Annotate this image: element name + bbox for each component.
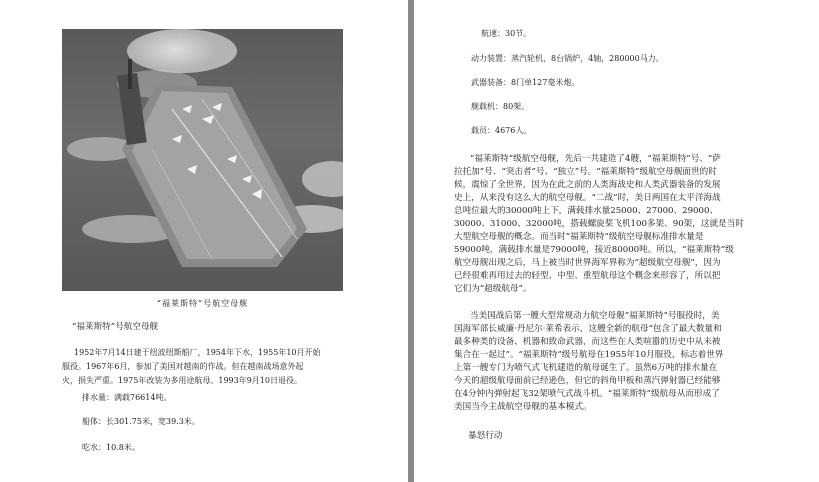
spec-armament: 武器装备：8门单127毫米炮。 — [471, 78, 580, 87]
carrier-photo — [62, 29, 343, 291]
spec-hull: 船体：长301.75米，宽39.3米。 — [82, 417, 200, 426]
class-line: 航空母舰出现之后，马上被当时世界海军界称为“超级航空母舰”，因为 — [454, 258, 721, 268]
spec-propulsion: 动力装置：蒸汽轮机，8台锅炉，4轴，280000马力。 — [471, 54, 664, 63]
class-line: 候，震惊了全世界，因为在此之前的人类海战史和人类武器装备的发展 — [454, 180, 721, 190]
history-impact-paragraph — [454, 310, 776, 414]
section-heading: 暴怒行动 — [468, 431, 503, 441]
class-line: 拉托加”号、“突击者”号、“独立”号。“福莱斯特”级航空母舰面世的时 — [454, 167, 717, 177]
impact-line: 当美国战后第一艘大型常规动力航空母舰“福莱斯特”号服役时，美 — [470, 311, 720, 321]
class-line: 史上，从来没有这么大的航空母舰。“二战”时，美日两国在太平洋海战 — [454, 193, 721, 203]
spec-speed: 航速：30节。 — [481, 29, 532, 38]
history-line: 服役。1967年6月，参加了美国对越南的作战。但在越南战场意外起 — [62, 362, 304, 371]
impact-line: 美国当今主战航空母舰的基本模式。 — [454, 402, 592, 412]
class-line: 59000吨，满载排水量是79000吨，接近80000吨。所以，“福莱斯特”级 — [454, 245, 734, 255]
carrier-illustration — [62, 29, 343, 291]
impact-line: 上第一艘专门为喷气式飞机建造的航母诞生了。虽然6万吨的排水量在 — [454, 363, 718, 373]
impact-line: 国海军部长威廉·丹尼尔·莱希表示，这艘全新的航母“包含了最大数量和 — [454, 324, 722, 334]
impact-line: 最多种类的设备、机器和致命武器，而这些在人类喧嚣的历史中从未被 — [454, 337, 721, 347]
spec-displacement: 排水量：满载76614吨。 — [82, 393, 172, 402]
history-line: 1952年7月14日建于纽波纽斯船厂，1954年下水，1955年10月开始 — [74, 348, 321, 357]
left-page — [0, 0, 408, 482]
section-title: “福莱斯特”号航空母舰 — [72, 322, 159, 332]
spec-draft: 吃水：10.8米。 — [82, 443, 140, 452]
history-line: 火，损失严重。1975年改装为多用途航母。1993年9月10日退役。 — [62, 376, 302, 385]
impact-line: 集合在一起过”。“福莱斯特”级号航母在1955年10月服役，标志着世界 — [454, 350, 724, 360]
spec-aircraft: 舰载机：80架。 — [471, 102, 530, 111]
spec-crew: 载员：4676人。 — [471, 126, 532, 135]
class-line: 总吨位最大的30000吨上下，满载排水量25000、27000、29000、 — [454, 206, 719, 216]
impact-line: 今天的超级航母面前已经逊色，但它的斜角甲板和蒸汽弹射器已经能够 — [454, 376, 721, 386]
history-paragraph — [62, 346, 362, 388]
class-line: 30000、31000、32000吨，搭载螺旋桨飞机100多架、90架，这就是当时 — [454, 219, 744, 229]
right-page — [414, 0, 819, 482]
class-line: 已经很难再用过去的轻型、中型、重型航母这个概念来形容了，所以把 — [454, 271, 721, 281]
class-paragraph — [454, 153, 776, 296]
impact-line: 在4分钟内弹射起飞32架喷气式战斗机。“福莱斯特”级航母从而形成了 — [454, 389, 720, 399]
class-line: 它们为“超级航母”。 — [454, 284, 532, 294]
class-line: “福莱斯特”级航空母舰，先后一共建造了4艘，“福莱斯特”号、“萨 — [470, 154, 721, 164]
photo-caption: “福莱斯特”号航空母舰 — [156, 299, 249, 308]
class-line: 大型航空母舰的概念。而当时“福莱斯特”级航空母舰标准排水量是 — [454, 232, 704, 242]
